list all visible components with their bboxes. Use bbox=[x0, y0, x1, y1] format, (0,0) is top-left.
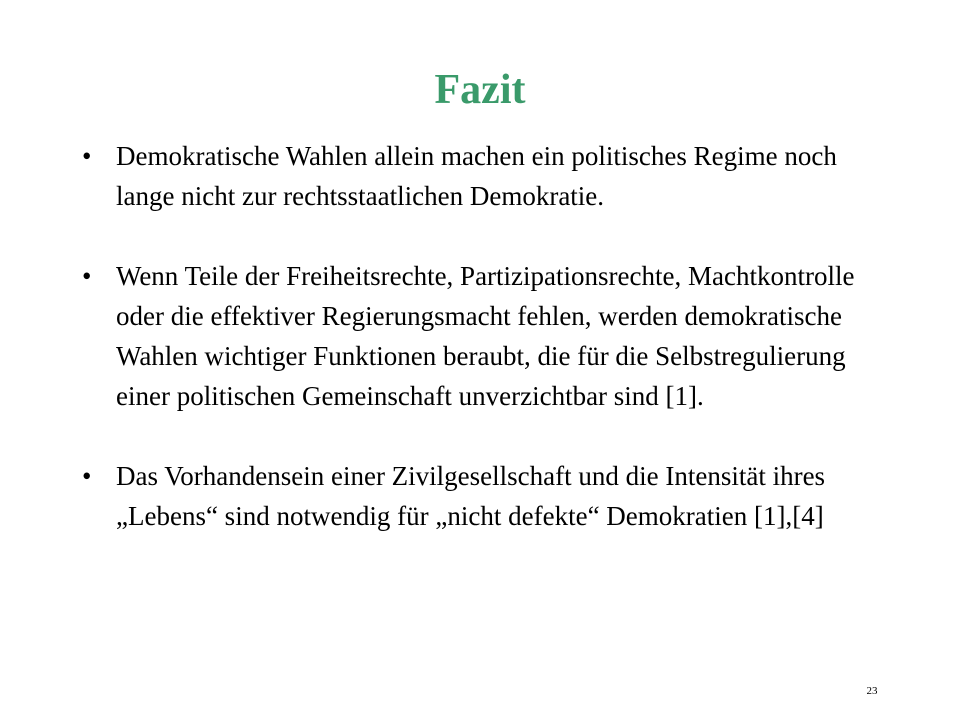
bullet-marker: • bbox=[82, 141, 92, 171]
bullet-item-free-elections bbox=[80, 136, 900, 216]
bullet-marker: • bbox=[82, 461, 92, 491]
bullet-text: Das Vorhandensein einer Zivilgesellschaft und die Intensität ihres „Lebens“ sind notwendig für „nicht defekte“ Demokratien [1],[4] bbox=[116, 461, 826, 531]
bullet-item-civil-society bbox=[80, 456, 900, 536]
bullet-marker: • bbox=[82, 261, 92, 291]
slide-title: Fazit bbox=[434, 67, 526, 113]
page-number: 23 bbox=[866, 685, 878, 697]
bullet-text: Demokratische Wahlen allein machen ein politisches Regime noch lange nicht zur rechtsstaatlichen Demokratie. bbox=[116, 141, 837, 211]
bullet-list bbox=[80, 136, 900, 576]
bullet-item-missing-rights bbox=[80, 256, 900, 416]
bullet-text: Wenn Teile der Freiheitsrechte, Partizipationsrechte, Machtkontrolle oder die effektiver Regierungsmacht fehlen, werden demokratische Wahlen wichtiger Funktionen beraubt, die für die Selbstregulierung einer politischen Gemeinschaft unverzichtbar sind [1]. bbox=[116, 261, 855, 411]
